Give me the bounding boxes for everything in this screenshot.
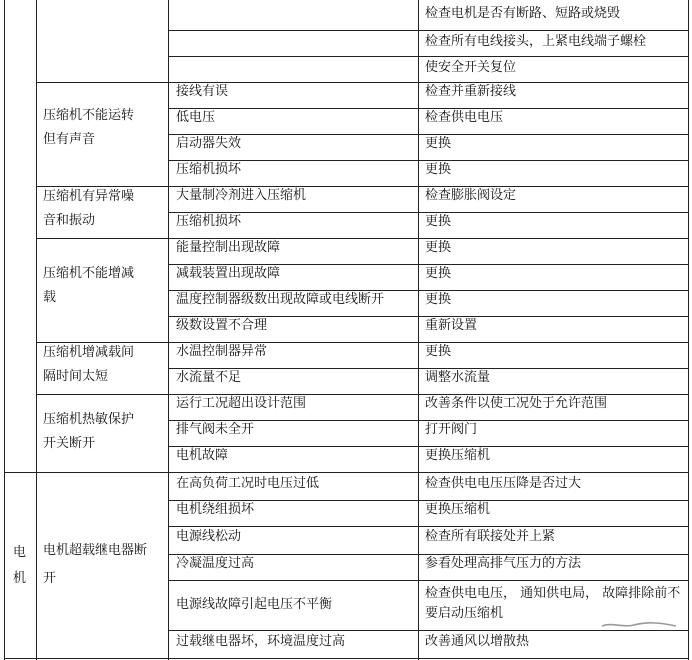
fix-cell: 改善通风以增散热: [425, 634, 530, 649]
cause-cell: 水流量不足: [176, 370, 242, 385]
cause-cell: 电机故障: [176, 448, 229, 463]
row-divider: [168, 554, 689, 555]
fix-cell: 检查所有联接处并上紧: [425, 529, 556, 544]
category-char: 电: [13, 545, 27, 560]
cause-cell: 排气阀未全开: [176, 422, 255, 437]
cause-cell: 运行工况超出设计范围: [176, 396, 307, 411]
row-divider: [168, 134, 689, 135]
pen-stroke-mark: [600, 618, 680, 632]
row-divider: [36, 394, 689, 395]
column-divider: [418, 0, 419, 660]
symptom-line: 压缩机增减载间: [43, 345, 135, 360]
symptom-line: 压缩机不能增减: [43, 266, 135, 281]
fix-cell: 打开阀门: [425, 422, 478, 437]
cause-cell: 启动器失效: [176, 136, 242, 151]
symptom-line: 电机超载继电器断: [43, 543, 148, 558]
cause-cell: 过载继电器坏，环境温度过高: [176, 634, 346, 649]
symptom-line: 压缩机有异常噪: [43, 189, 135, 204]
row-divider: [168, 526, 689, 527]
row-divider: [168, 160, 689, 161]
row-divider: [36, 186, 689, 187]
fix-cell: 重新设置: [425, 318, 478, 333]
symptom-line: 但有声音: [43, 132, 96, 147]
cause-cell: 接线有误: [176, 84, 229, 99]
symptom-line: 压缩机不能运转: [43, 108, 135, 123]
cause-cell: 水温控制器异常: [176, 344, 268, 359]
fix-cell: 检查供电电压， 通知供电局， 故障排除前不要启动压缩机: [425, 586, 681, 621]
row-divider: [168, 56, 689, 57]
row-divider: [168, 446, 689, 447]
row-divider: [168, 290, 689, 291]
symptom-line: 隔时间太短: [43, 369, 109, 384]
fix-cell: 检查供电电压压降是否过大: [425, 476, 582, 491]
fix-cell: 更换: [425, 214, 452, 229]
cause-cell: 电源线松动: [176, 529, 242, 544]
table-border-right: [688, 0, 689, 660]
cause-cell: 电源线故障引起电压不平衡: [176, 597, 333, 612]
column-divider: [168, 0, 169, 660]
row-divider: [168, 420, 689, 421]
cause-cell: 减载装置出现故障: [176, 266, 281, 281]
fix-cell: 更换: [425, 240, 452, 255]
table-border-bottom: [4, 658, 689, 659]
column-divider: [36, 0, 37, 660]
fix-cell: 检查电机是否有断路、短路或烧毁: [425, 6, 621, 21]
fix-cell: 检查供电电压: [425, 110, 504, 125]
row-divider: [168, 316, 689, 317]
row-divider: [168, 212, 689, 213]
row-divider: [168, 108, 689, 109]
fix-cell: 检查并重新接线: [425, 84, 517, 99]
fix-cell: 更换: [425, 136, 452, 151]
fix-cell: 参看处理高排气压力的方法: [425, 556, 582, 571]
fix-cell: 调整水流量: [425, 370, 491, 385]
cause-cell: 温度控制器级数出现故障或电线断开: [176, 292, 385, 307]
cause-cell: 能量控制出现故障: [176, 240, 281, 255]
cause-cell: 大量制冷剂进入压缩机: [176, 188, 307, 203]
table-border-left: [4, 0, 5, 660]
cause-cell: 级数设置不合理: [176, 318, 268, 333]
cause-cell: 低电压: [176, 110, 216, 125]
symptom-line: 开: [43, 571, 57, 586]
fix-cell: 更换压缩机: [425, 448, 491, 463]
fix-cell: 使安全开关复位: [425, 60, 517, 75]
row-divider: [36, 238, 689, 239]
cause-cell: 冷凝温度过高: [176, 556, 255, 571]
row-divider: [36, 82, 689, 83]
row-divider: [168, 368, 689, 369]
fix-cell: 检查膨胀阀设定: [425, 188, 517, 203]
symptom-line: 开关断开: [43, 436, 96, 451]
category-char: 机: [13, 571, 27, 586]
fix-cell: 更换: [425, 344, 452, 359]
row-divider: [168, 580, 689, 581]
fix-cell: 更换: [425, 162, 452, 177]
fix-cell: 更换压缩机: [425, 502, 491, 517]
row-divider: [36, 342, 689, 343]
fix-cell: 检查所有电线接头，上紧电线端子螺栓: [425, 34, 647, 49]
symptom-line: 压缩机热敏保护: [43, 412, 135, 427]
row-divider: [168, 500, 689, 501]
row-divider: [168, 30, 689, 31]
symptom-line: 音和振动: [43, 213, 96, 228]
row-divider: [168, 264, 689, 265]
cause-cell: 在高负荷工况时电压过低: [176, 476, 320, 491]
cause-cell: 电机绕组损坏: [176, 502, 255, 517]
section-divider: [4, 472, 689, 473]
fix-cell: 更换: [425, 292, 452, 307]
cause-cell: 压缩机损坏: [176, 214, 242, 229]
fix-cell: 更换: [425, 266, 452, 281]
fix-cell: 改善条件以使工况处于允许范围: [425, 396, 608, 411]
symptom-line: 载: [43, 290, 57, 305]
cause-cell: 压缩机损坏: [176, 162, 242, 177]
